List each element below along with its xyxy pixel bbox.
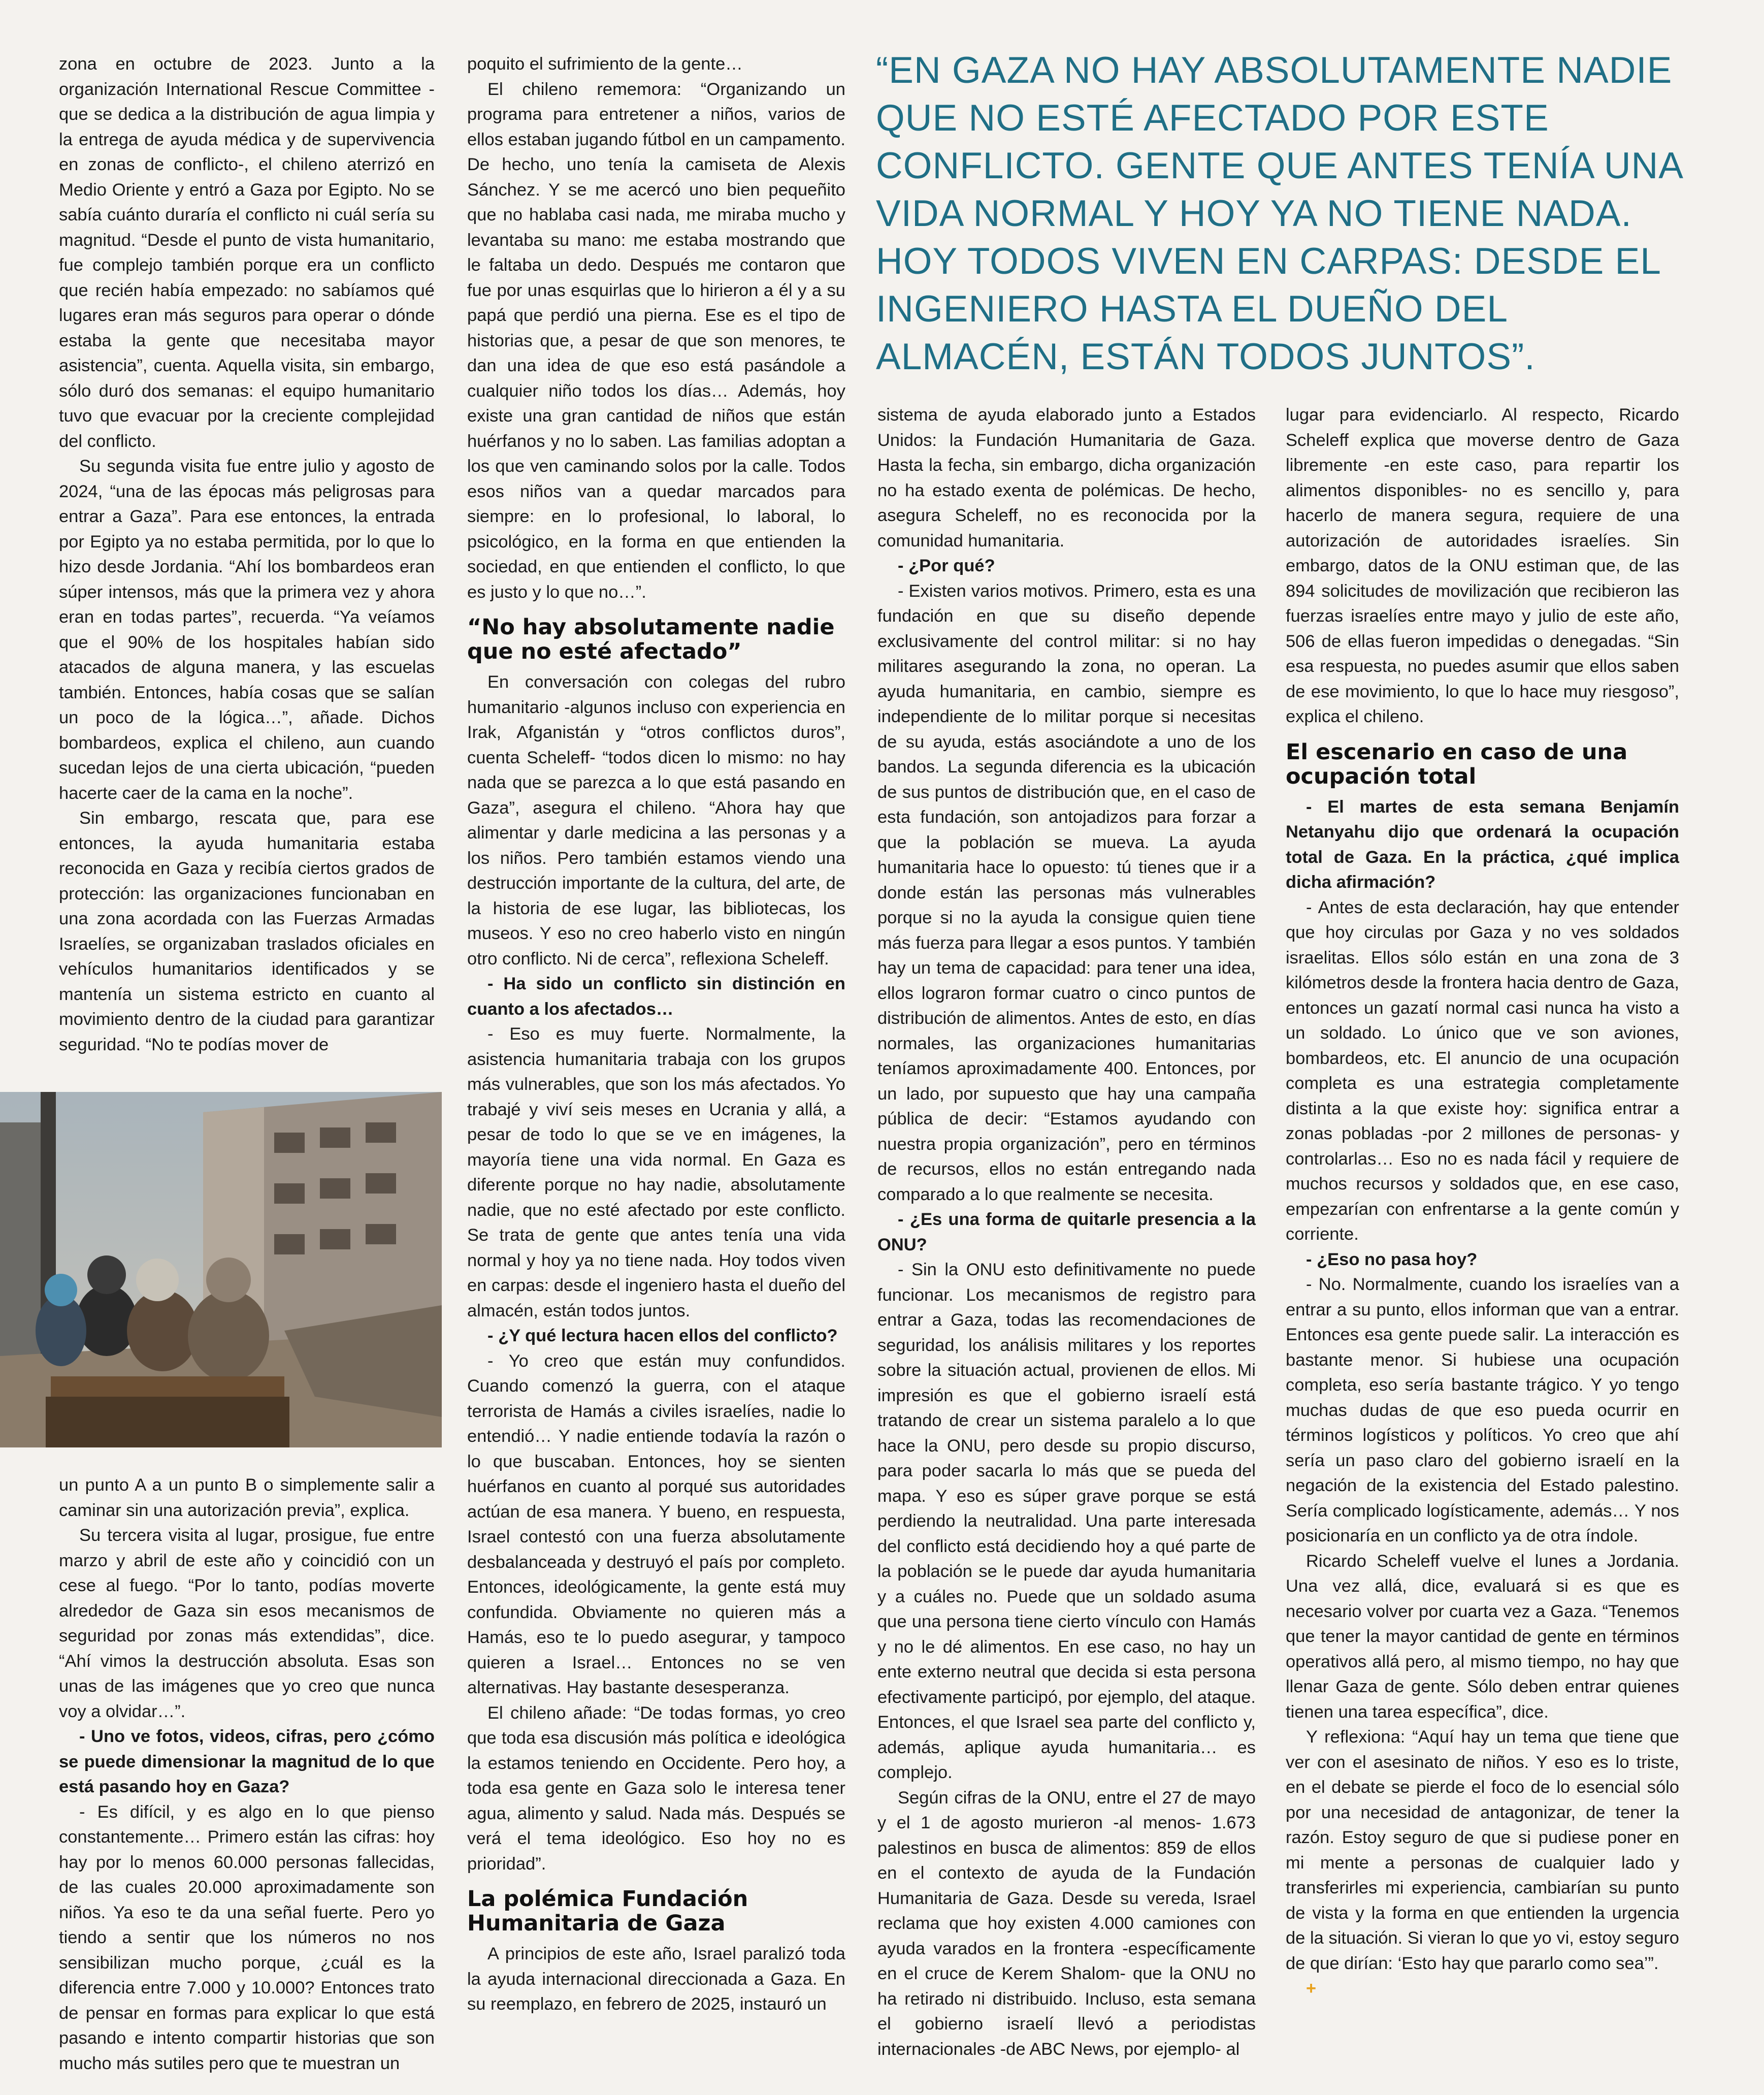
column-3 (877, 403, 1256, 2062)
paragraph: - Existen varios motivos. Primero, esta es una fundación en que su diseño depende exclusivamente del control militar: si no hay militares asegurando la zona, no operan. La ayuda humanitaria, en cambio, siempre es independiente de lo militar porque si necesitas de su ayuda, estás asociándote a uno de los bandos. La segunda diferencia es la ubicación de sus puntos de distribución que, en el caso de esta fundación, son antojadizos para forzar a que la población se mueva. La ayuda humanitaria hace lo opuesto: tú tienes que ir a donde están las personas más vulnerables porque si no la ayuda la consigue quien tiene más fuerza para llegar a esos puntos. Y también hay un tema de capacidad: para tener una idea, ellos lograron formar cuatro o cinco puntos de distribución de alimentos. Antes de esto, en días normales, las organizaciones humanitarias teníamos aproximadamente 400. Entonces, por un lado, por supuesto que hay una campaña pública de decir: “Estamos ayudando con nuestra propia organización”, pero en términos de recursos, ellos no están entregando nada comparado a lo que realmente se necesita. (877, 581, 1256, 1204)
column-1-bottom (59, 1473, 435, 2076)
interview-question: - El martes de esta semana Benjamín Netanyahu dijo que ordenará la ocupación total de Gaza. En la práctica, ¿qué implica dicha afirmación? (1286, 797, 1679, 892)
paragraph: - Sin la ONU esto definitivamente no puede funcionar. Los mecanismos de registro para entrar a Gaza, todas las recomendaciones de seguridad, los análisis militares y los reportes sobre la situación actual, provienen de ellos. Mi impresión es que el gobierno israelí está tratando de crear un sistema paralelo a lo que hace la ONU, pero desde su propio discurso, para poder sacarla lo más que se pueda del mapa. Y eso es súper grave porque se está perdiendo la neutralidad. Una parte interesada del conflicto está decidiendo hoy a qué parte de la población se le puede dar ayuda humanitaria y a cuáles no. Puede que un soldado asuma que una persona tiene cierto vínculo con Hamás y no le dé alimentos. En ese caso, no hay un ente externo neutral que decida si esta persona efectivamente participó, por ejemplo, del ataque. Entonces, el que Israel sea parte del conflicto y, además, aplique ayuda humanitaria… es complejo. (877, 1260, 1256, 1782)
column-1-top (59, 52, 435, 1057)
paragraph: - Es difícil, y es algo en lo que pienso constantemente… Primero están las cifras: hoy hay por lo menos 60.000 personas fallecidas, de las cuales 20.000 aproximadamente son niños. Ya eso te da una señal fuerte. Pero yo tiendo a sentir que los números no nos sensibilizan mucho porque, ¿cuál es la diferencia entre 7.000 y 10.000? Entonces trato de pensar en formas para explicar lo que está pasando e intento compartir historias que son mucho más sutiles pero que te muestran un (59, 1802, 435, 2073)
article-photo (0, 1092, 442, 1447)
paragraph: Ricardo Scheleff vuelve el lunes a Jordania. Una vez allá, dice, evaluará si es que es necesario volver por cuarta vez a Gaza. “Tenemos que tener la mayor cantidad de gente en términos operativos allá pero, al mismo tiempo, no hay que llenar Gaza de gente. Sólo deben entrar quienes tienen una tarea específica”, dice. (1286, 1551, 1679, 1722)
paragraph: zona en octubre de 2023. Junto a la organización International Rescue Committee -que se dedica a la distribución de agua limpia y la entrega de ayuda médica y de supervivencia en zonas de conflicto-, el chileno aterrizó en Medio Oriente y entró a Gaza por Egipto. No se sabía cuánto duraría el conflicto ni cuál sería su magnitud. “Desde el punto de vista humanitario, fue complejo también porque era un conflicto que recién había empezado: no sabíamos qué lugares eran más seguros para operar o dónde estaba la gente que necesitaba mayor asistencia”, cuenta. Aquella visita, sin embargo, sólo duró dos semanas: el equipo humanitario tuvo que evacuar por la creciente complejidad del conflicto. (59, 54, 435, 451)
paragraph: El chileno rememora: “Organizando un programa para entretener a niños, varios de ellos estaban jugando fútbol en un campamento. De hecho, uno tenía la camiseta de Alexis Sánchez. Y se me acercó uno bien pequeñito que no hablaba casi nada, me miraba mucho y levantaba su mano: me estaba mostrando que le faltaba un dedo. Después me contaron que fue por unas esquirlas que lo hirieron a él y a su papá que perdió una pierna. Ese es el tipo de historias que, a pesar de que son menores, te dan una idea de que eso está pasándole a cualquier niño todos los días… Además, hoy existe una gran cantidad de niños que están huérfanos y no lo saben. Las familias adoptan a los que ven caminando solos por la calle. Todos esos niños van a quedar marcados para siempre: en lo profesional, lo laboral, lo psicológico, en la forma en que entienden la sociedad, en que entienden el conflicto, lo que es justo y lo que no…”. (467, 79, 845, 602)
section-heading: El escenario en caso de una ocupación total (1286, 739, 1628, 789)
paragraph: Su tercera visita al lugar, prosigue, fue entre marzo y abril de este año y coincidió con un cese al fuego. “Por lo tanto, podías moverte alrededor de Gaza sin esos mecanismos de seguridad por zonas más extendidas”, dice. “Ahí vimos la destrucción absoluta. Esas son unas de las imágenes que yo creo que nunca voy a olvidar…”. (59, 1526, 435, 1721)
paragraph: - Antes de esta declaración, hay que entender que hoy circulas por Gaza y no ves soldados israelitas. Ellos sólo están en una zona de 3 kilómetros desde la frontera hacia dentro de Gaza, entonces un gazatí normal casi nunca ha visto a un soldado. Lo único que ve son aviones, bombardeos, etc. El anuncio de una ocupación completa es una estrategia completamente distinta a la que existe hoy: significa entrar a zonas pobladas -por 2 millones de personas- y controlarlas… Eso no es nada fácil y requiere de muchos recursos y soldados que, en ese caso, empezarían con enfrentarse a la gente común y corriente. (1286, 897, 1679, 1244)
paragraph (1286, 1976, 1679, 2002)
section-heading: La polémica Fundación Humanitaria de Gaza (467, 1886, 748, 1936)
paragraph: lugar para evidenciarlo. Al respecto, Ricardo Scheleff explica que moverse dentro de Gaza libremente -en este caso, para repartir los alimentos disponibles- no es sencillo y, para hacerlo de manera segura, requiere de una autorización de autoridades israelíes. Sin embargo, datos de la ONU estiman que, de las 894 solicitudes de movilización que recibieron las fuerzas israelíes entre mayo y julio de este año, 506 de ellas fueron impedidas o denegadas. “Sin esa respuesta, no puedes asumir que ellos saben de ese movimiento, lo que lo hace muy riesgoso”, explica el chileno. (1286, 405, 1679, 726)
paragraph: sistema de ayuda elaborado junto a Estados Unidos: la Fundación Humanitaria de Gaza. Hasta la fecha, sin embargo, dicha organización no ha estado exenta de polémicas. De hecho, asegura Scheleff, no es reconocida por la comunidad humanitaria. (877, 405, 1256, 551)
pull-quote: “EN GAZA NO HAY ABSOLUTAMENTE NADIE QUE NO ESTÉ AFECTADO POR ESTE CONFLICTO. GENTE QUE ANTES TENÍA UNA VIDA NORMAL Y HOY YA NO TIENE NADA. HOY TODOS VIVEN EN CARPAS: DESDE EL INGENIERO HASTA EL DUEÑO DEL ALMACÉN, ESTÁN TODOS JUNTOS”. (876, 50, 1682, 377)
section-heading: “No hay absolutamente nadie que no esté afectado” (467, 615, 835, 664)
paragraph: Sin embargo, rescata que, para ese entonces, la ayuda humanitaria estaba reconocida en Gaza y recibía ciertos grados de protección: las organizaciones funcionaban en una zona acordada con las Fuerzas Armadas Israelíes, se organizaban traslados oficiales en vehículos humanitarios identificados y se mantenía un sistema estricto en cuanto al movimiento dentro de la ciudad para garantizar seguridad. “No te podías mover de (59, 809, 435, 1054)
interview-question: - ¿Por qué? (898, 556, 995, 575)
interview-question: - Uno ve fotos, videos, cifras, pero ¿cómo se puede dimensionar la magnitud de lo que está pasando hoy en Gaza? (59, 1727, 435, 1796)
interview-question: - ¿Y qué lectura hacen ellos del conflicto? (487, 1326, 838, 1345)
paragraph: El chileno añade: “De todas formas, yo creo que toda esa discusión más política e ideológica la estamos teniendo en Occidente. Pero hoy, a toda esa gente en Gaza solo le interesa tener agua, alimento y salud. Nada más. Después se verá el tema ideológico. Eso hoy no es prioridad”. (467, 1703, 845, 1874)
interview-question: - ¿Eso no pasa hoy? (1306, 1249, 1478, 1269)
end-of-article-icon: + (1306, 1979, 1317, 1998)
paragraph: - Eso es muy fuerte. Normalmente, la asistencia humanitaria trabaja con los grupos más vulnerables, que son los más afectados. Yo trabajé y viví seis meses en Ucrania y allá, a pesar de todo lo que se ve en imágenes, la mayoría tiene una vida normal. En Gaza es diferente porque no hay nadie, absolutamente nadie, que no esté afectado por este conflicto. Se trata de gente que antes tenía una vida normal y hoy ya no tiene nada. Hoy todos viven en carpas: desde el ingeniero hasta el dueño del almacén, están todos juntos. (467, 1024, 845, 1320)
paragraph: A principios de este año, Israel paralizó toda la ayuda internacional direccionada a Gaza. En su reemplazo, en febrero de 2025, instauró un (467, 1944, 845, 2014)
paragraph: un punto A a un punto B o simplemente salir a caminar sin una autorización previa”, explica. (59, 1475, 435, 1520)
paragraph: En conversación con colegas del rubro humanitario -algunos incluso con experiencia en Irak, Afganistán y “otros conflictos duros”, cuenta Scheleff- “todos dicen lo mismo: no hay nada que se parezca a lo que está pasando en Gaza”, asegura el chileno. “Ahora hay que alimentar y darle medicina a las personas y a los niños. Pero también estamos viendo una destrucción importante de la cultura, del arte, de la historia de ese lugar, las bibliotecas, los museos. Y eso no creo haberlo visto en ningún otro conflicto. Ni de cerca”, reflexiona Scheleff. (467, 672, 845, 969)
column-2 (467, 52, 845, 2017)
paragraph: - Yo creo que están muy confundidos. Cuando comenzó la guerra, con el ataque terrorista de Hamás a civiles israelíes, nadie lo entendió… Y nadie entiende todavía la razón o lo que buscaban. Entonces, hoy se sienten huérfanos en cuanto al porqué sus autoridades actúan de esa manera. Y bueno, en respuesta, Israel contestó con una fuerza absolutamente desbalanceada y destruyó el país por completo. Entonces, ideológicamente, la gente está muy confundida. Obviamente no quieren más a Hamás, eso te lo puedo asegurar, y tampoco quieren a Israel… Entonces no se ven alternativas. Hay bastante desesperanza. (467, 1351, 845, 1697)
paragraph: - No. Normalmente, cuando los israelíes van a entrar a su punto, ellos informan que van a entrar. Entonces esa gente puede salir. La interacción es bastante menor. Si hubiese una ocupación completa, eso sería bastante trágico. Y yo tengo muchas dudas de que eso pueda ocurrir en términos logísticos y políticos. Yo creo que ahí sería un paso claro del gobierno israelí en la negación de la existencia del Estado palestino. Sería complicado logísticamente, además… Y nos posicionaría en un conflicto ya de otra índole. (1286, 1275, 1679, 1545)
interview-question: - ¿Es una forma de quitarle presencia a la ONU? (877, 1210, 1256, 1254)
column-4 (1286, 403, 1679, 2002)
gaza-street-photo (0, 1092, 442, 1447)
paragraph: Y reflexiona: “Aquí hay un tema que tiene que ver con el asesinato de niños. Y eso es lo triste, en el debate se pierde el foco de lo esencial sólo por una necesidad de antagonizar, de tener la razón. Estoy seguro de que si pudiese poner en mi mente a personas de cualquier lado y transferirles mi experiencia, cambiarían su punto de vista y la forma en que entienden la urgencia de la situación. Si vieran lo que yo vi, estoy seguro de que dirían: ‘Esto hay que pararlo como sea’”. (1286, 1727, 1679, 1973)
interview-question: - Ha sido un conflicto sin distinción en cuanto a los afectados… (467, 974, 845, 1019)
paragraph: Según cifras de la ONU, entre el 27 de mayo y el 1 de agosto murieron -al menos- 1.673 palestinos en busca de alimentos: 859 de ellos en el contexto de ayuda de la Fundación Humanitaria de Gaza. Desde su vereda, Israel reclama que hoy existen 4.000 camiones con ayuda varados en la frontera -específicamente en el cruce de Kerem Shalom- que la ONU no ha retirado ni distribuido. Incluso, esta semana el gobierno israelí llevó a periodistas internacionales -de ABC News, por ejemplo- al (877, 1788, 1256, 2059)
paragraph: poquito el sufrimiento de la gente… (467, 54, 743, 74)
paragraph: Su segunda visita fue entre julio y agosto de 2024, “una de las épocas más peligrosas para entrar a Gaza”. Para ese entonces, la entrada por Egipto ya no estaba permitida, por lo que lo hizo desde Jordania. “Ahí los bombardeos eran súper intensos, más que la primera vez y ahora eran en todas partes”, recuerda. “Ya veíamos que el 90% de los hospitales habían sido atacados de alguna manera, y las escuelas también. Entonces, había cosas que se salían un poco de la lógica…”, añade. Dichos bombardeos, explica el chileno, aun cuando sucedan lejos de una cierta ubicación, “pueden hacerte caer de la cama en la noche”. (59, 457, 435, 803)
